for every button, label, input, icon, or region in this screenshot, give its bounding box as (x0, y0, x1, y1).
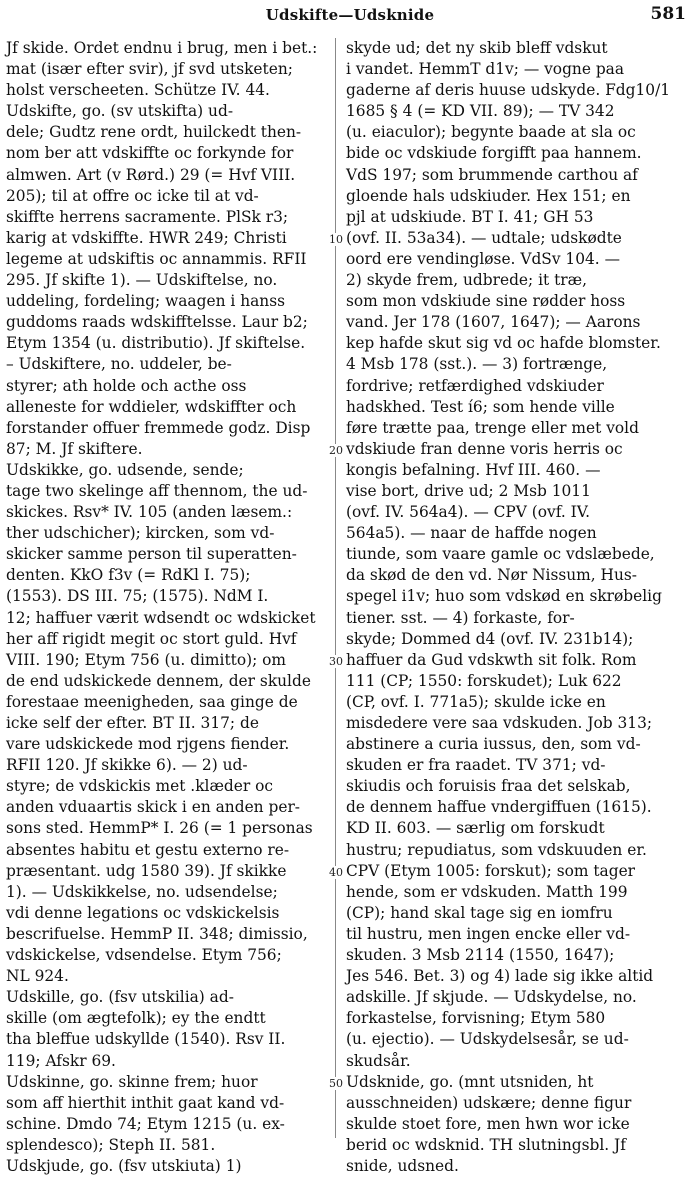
left-column (6, 38, 325, 1175)
page-number: 581 (650, 4, 686, 24)
text-line: Udskifte, go. (sv utskifta) ud- (6, 102, 234, 121)
text-line: CPV (Etym 1005: forskut); som tager (346, 861, 636, 880)
text-line: styrer; ath holde och acthe oss (6, 376, 247, 395)
text-line: skyde; Dommed d4 (ovf. IV. 231b14); (346, 629, 634, 648)
right-column (346, 38, 694, 1175)
text-line: guddoms raads wdskifftelsse. Laur b2; (6, 313, 308, 332)
text-line: 4 Msb 178 (sst.). — 3) fortrænge, (346, 355, 608, 374)
text-line: bescrifuelse. HemmP II. 348; dimissio, (6, 924, 308, 943)
text-line: Udsknide, go. (mnt utsniden, ht (346, 1072, 594, 1091)
text-line: (u. ejectio). — Udskydelsesår, se ud- (346, 1030, 629, 1049)
text-line: mat (især efter svir), jf svd utsketen; (6, 60, 293, 79)
text-line: Udskikke, go. udsende, sende; (6, 460, 244, 479)
text-line: skudsår. (346, 1051, 411, 1070)
text-line: 1685 § 4 (= KD VII. 89); — TV 342 (346, 102, 615, 121)
text-line: 87; M. Jf skiftere. (6, 439, 143, 458)
text-line: tiener. sst. — 4) forkaste, for- (346, 608, 575, 627)
text-line: KD II. 603. — særlig om forskudt (346, 819, 605, 838)
margin-line-number-50: 50 (326, 1077, 346, 1090)
text-line: (ovf. II. 53a34). — udtale; udskødte (346, 228, 622, 247)
text-line: hende, som er vdskuden. Matth 199 (346, 882, 628, 901)
text-line: som aff hierthit inthit gaat kand vd- (6, 1093, 285, 1112)
margin-line-number-30: 30 (326, 655, 346, 668)
text-line: absentes habitu et gestu externo re- (6, 840, 290, 859)
text-line: denten. KkO f3v (= RdKl I. 75); (6, 566, 251, 585)
text-line: skuden. 3 Msb 2114 (1550, 1647); (346, 946, 615, 965)
text-line: berid oc wdsknid. TH slutningsbl. Jf (346, 1135, 626, 1154)
text-line: skickes. Rsv* IV. 105 (anden læsem.: (6, 503, 293, 522)
text-line: (CP); hand skal tage sig en iomfru (346, 903, 613, 922)
text-line: anden vduaartis skick i en anden per- (6, 798, 301, 817)
text-line: vdskiude fran denne voris herris oc (346, 439, 623, 458)
text-line: alleneste for wddieler, wdskiffter och (6, 397, 297, 416)
text-line: haffuer da Gud vdskwth sit folk. Rom (346, 650, 637, 669)
text-line: til hustru, men ingen encke eller vd- (346, 924, 631, 943)
text-line: skulde stoet fore, men hwn wor icke (346, 1114, 630, 1133)
text-line: vare udskickede mod rjgens fiender. (6, 735, 290, 754)
text-line: 2) skyde frem, udbrede; it træ, (346, 271, 588, 290)
text-line: 12; haffuer værit wdsendt oc wdskicket (6, 608, 316, 627)
text-line: sons sted. HemmP* I. 26 (= 1 personas (6, 819, 313, 838)
text-line: (u. eiaculor); begynte baade at sla oc (346, 123, 636, 142)
text-line: vand. Jer 178 (1607, 1647); — Aarons (346, 313, 641, 332)
running-head (0, 0, 700, 30)
text-line: forstander offuer fremmede godz. Disp (6, 418, 311, 437)
text-line: ther udschicher); kircken, som vd- (6, 524, 275, 543)
text-line: icke self der efter. BT II. 317; de (6, 714, 259, 732)
text-line: forkastelse, forvisning; Etym 580 (346, 1009, 606, 1028)
text-line: 111 (CP; 1550: forskudet); Luk 622 (346, 671, 622, 690)
text-line: Udskjude, go. (fsv utskiuta) 1) (6, 1156, 242, 1175)
text-line: skiudis och foruisis fraa det selskab, (346, 777, 631, 796)
text-line: Jes 546. Bet. 3) og 4) lade sig ikke altid (346, 967, 654, 986)
text-line: snide, udsned. (346, 1156, 459, 1175)
text-line: 1). — Udskikkelse, no. udsendelse; (6, 882, 278, 901)
text-line: almwen. Art (v Rørd.) 29 (= Hvf VIII. (6, 165, 296, 184)
text-line: fordrive; retfærdighed vdskiuder (346, 376, 604, 395)
text-line: NL 924. (6, 967, 69, 986)
text-line: kongis befalning. Hvf III. 460. — (346, 460, 601, 479)
text-line: dele; Gudtz rene ordt, huilckedt then- (6, 123, 302, 142)
text-line: skiffte herrens sacramente. PlSk r3; (6, 207, 289, 226)
text-line: gaderne af deris huuse udskyde. Fdg10/1 (346, 81, 671, 100)
text-line: i vandet. HemmT d1v; — vogne paa (346, 60, 625, 79)
text-line: – Udskiftere, no. uddeler, be- (6, 355, 232, 374)
text-line: forestaae meenigheden, saa ginge de (6, 692, 298, 711)
text-line: Udskinne, go. skinne frem; huor (6, 1072, 258, 1091)
text-line: skille (om ægtefolk); ey the endtt (6, 1009, 266, 1028)
text-line: 564a5). — naar de haffde nogen (346, 524, 597, 543)
text-line: 295. Jf skifte 1). — Udskiftelse, no. (6, 271, 278, 290)
text-line: styre; de vdskickis met .klæder oc (6, 777, 274, 796)
text-line: uddeling, fordeling; waagen i hanss (6, 292, 285, 311)
margin-line-number-40: 40 (326, 866, 346, 879)
text-line: 205); til at offre oc icke til at vd- (6, 186, 259, 205)
text-line: skicker samme person til superatten- (6, 545, 297, 564)
text-line: RFII 120. Jf skikke 6). — 2) ud- (6, 756, 248, 775)
text-line: tiunde, som vaare gamle oc vdslæbede, (346, 545, 655, 564)
text-line: VIII. 190; Etym 756 (u. dimitto); om (6, 650, 287, 669)
text-line: vdi denne legations oc vdskickelsis (6, 903, 280, 922)
text-line: (CP, ovf. I. 771a5); skulde icke en (346, 692, 606, 711)
text-line: adskille. Jf skjude. — Udskydelse, no. (346, 988, 637, 1007)
text-line: nom ber att vdskiffte oc forkynde for (6, 144, 294, 163)
text-line: Etym 1354 (u. distributio). Jf skiftelse. (6, 334, 306, 353)
text-line: bide oc vdskiude forgifft paa hannem. (346, 144, 642, 163)
text-line: tage two skelinge aff thennom, the ud- (6, 481, 308, 500)
running-head-title: Udskifte—Udsknide (265, 6, 435, 24)
margin-line-number-20: 20 (326, 444, 346, 457)
margin-line-number-10: 10 (326, 233, 346, 246)
text-line: kep hafde skut sig vd oc hafde blomster. (346, 334, 661, 353)
text-line: (1553). DS III. 75; (1575). NdM I. (6, 587, 269, 606)
text-line: føre trætte paa, trenge eller met vold (346, 418, 639, 437)
text-line: abstinere a curia iussus, den, som vd- (346, 735, 641, 754)
text-line: Udskille, go. (fsv utskilia) ad- (6, 988, 234, 1007)
text-line: de dennem haffue vndergiffuen (1615). (346, 798, 652, 817)
text-line: de end udskickede dennem, der skulde (6, 671, 311, 690)
column-gutter (326, 38, 346, 1138)
text-line: som mon vdskiude sine rødder hoss (346, 292, 626, 311)
text-line: ausschneiden) udskære; denne figur (346, 1093, 632, 1112)
gutter-rule-upper (335, 38, 336, 1138)
text-line: (ovf. IV. 564a4). — CPV (ovf. IV. (346, 503, 591, 522)
text-line: tha bleffue udskyllde (1540). Rsv II. (6, 1030, 286, 1049)
text-line: splendesco); Steph II. 581. (6, 1135, 216, 1154)
text-line: spegel i1v; huo som vdskød en skrøbelig (346, 587, 662, 606)
text-line: præsentant. udg 1580 39). Jf skikke (6, 861, 287, 880)
text-line: misdedere vere saa vdskuden. Job 313; (346, 714, 653, 732)
text-line: her aff rigidt megit oc stort guld. Hvf (6, 629, 297, 648)
text-line: schine. Dmdo 74; Etym 1215 (u. ex- (6, 1114, 285, 1133)
text-line: 119; Afskr 69. (6, 1051, 116, 1070)
text-line: hadskhed. Test í6; som hende ville (346, 397, 615, 416)
text-line: skyde ud; det ny skib bleff vdskut (346, 39, 608, 57)
text-line: skuden er fra raadet. TV 371; vd- (346, 756, 606, 775)
text-line: vdskickelse, vdsendelse. Etym 756; (6, 946, 282, 965)
text-line: Jf skide. Ordet endnu i brug, men i bet.: (6, 39, 318, 57)
text-line: karig at vdskiffte. HWR 249; Christi (6, 228, 287, 247)
text-line: da skød de den vd. Nør Nissum, Hus- (346, 566, 637, 585)
text-line: pjl at udskiude. BT I. 41; GH 53 (346, 207, 594, 226)
text-line: vise bort, drive ud; 2 Msb 1011 (346, 481, 591, 500)
text-line: holst verscheeten. Schütze IV. 44. (6, 81, 270, 100)
text-line: gloende hals udskiuder. Hex 151; en (346, 186, 631, 205)
text-line: legeme at udskiftis oc annammis. RFII (6, 249, 307, 268)
text-line: oord ere vendingløse. VdSv 104. — (346, 249, 620, 268)
text-line: hustru; repudiatus, som vdskuuden er. (346, 840, 647, 859)
text-line: VdS 197; som brummende carthou af (346, 165, 638, 184)
